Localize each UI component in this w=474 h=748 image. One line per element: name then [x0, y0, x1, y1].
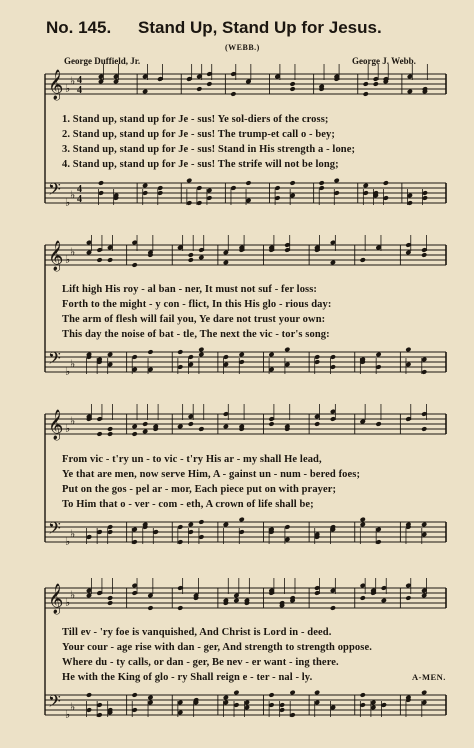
note-head — [186, 178, 192, 184]
note-head — [245, 180, 251, 186]
flat-icon: ♭ — [65, 536, 71, 548]
note-head — [363, 81, 369, 87]
note-head — [188, 522, 194, 528]
note-head — [107, 426, 113, 432]
hymn-title: Stand Up, Stand Up for Jesus. — [138, 18, 382, 37]
lyric-line: This day the noise of bat - tle, The next the vic - tor's song: — [62, 329, 330, 340]
flat-icon: ♭ — [70, 189, 76, 202]
note-head — [147, 695, 153, 701]
note-head — [360, 257, 366, 263]
note-head — [289, 690, 295, 696]
lyric-line: Forth to the might - y con - flict, In this His glo - rious day: — [62, 299, 332, 310]
note-head — [188, 252, 194, 258]
note-head — [198, 352, 204, 358]
note-head — [198, 347, 204, 353]
note-head — [107, 600, 113, 606]
note-head — [196, 86, 202, 92]
note-head — [421, 252, 427, 258]
hymn-number: No. 145. — [46, 18, 112, 37]
note-head — [375, 352, 381, 358]
flat-icon: ♭ — [65, 709, 71, 721]
note-head — [96, 431, 102, 437]
note-head — [421, 522, 427, 528]
flat-icon: ♭ — [65, 597, 71, 609]
note-head — [289, 180, 295, 186]
lyric-line: The arm of flesh will fail you, Ye dare not trust your own: — [62, 314, 326, 325]
treble-clef-icon: 𝄞 — [48, 410, 64, 440]
note-head — [131, 262, 137, 268]
composer-credit: George J. Webb. — [352, 56, 416, 66]
lyric-line: 1. Stand up, stand up for Je - sus! Ye sol-diers of the cross; — [62, 114, 329, 125]
flat-icon: ♭ — [70, 415, 76, 428]
note-head — [373, 81, 379, 87]
flat-icon: ♭ — [70, 701, 76, 714]
lyric-line: Lift high His roy - al ban - ner, It must not suf - fer loss: — [62, 284, 318, 295]
note-head — [239, 352, 245, 358]
note-head — [334, 178, 340, 184]
time-signature: 4 — [77, 75, 82, 86]
note-head — [289, 81, 295, 87]
note-head — [147, 605, 153, 611]
note-head — [107, 431, 113, 437]
note-head — [223, 695, 229, 701]
flat-icon: ♭ — [70, 589, 76, 602]
note-head — [96, 257, 102, 263]
treble-clef-icon: 𝄞 — [48, 70, 64, 100]
note-head — [363, 91, 369, 97]
flat-icon: ♭ — [65, 254, 71, 266]
time-signature: 4 — [77, 184, 82, 195]
tune-name: (WEBB.) — [225, 43, 260, 52]
flat-icon: ♭ — [65, 83, 71, 95]
note-head — [223, 260, 229, 266]
note-head — [107, 352, 113, 358]
note-head — [142, 183, 148, 189]
note-head — [330, 260, 336, 266]
note-head — [107, 595, 113, 601]
note-head — [131, 431, 137, 437]
lyric-line: Till ev - 'ry foe is vanquished, And Christ is Lord in - deed. — [62, 627, 332, 638]
note-head — [107, 257, 113, 263]
bass-clef-icon: 𝄢 — [48, 179, 61, 203]
flat-icon: ♭ — [70, 246, 76, 259]
lyric-line: Your cour - age rise with dan - ger, And strength to strength oppose. — [62, 642, 372, 653]
lyric-line: 3. Stand up, stand up for Je - sus! Stand in His strength a - lone; — [62, 144, 356, 155]
note-head — [206, 81, 212, 87]
note-head — [177, 349, 183, 355]
flat-icon: ♭ — [70, 75, 76, 88]
note-head — [223, 424, 229, 430]
note-head — [268, 352, 274, 358]
note-head — [421, 690, 427, 696]
note-head — [98, 180, 104, 186]
flat-icon: ♭ — [70, 528, 76, 541]
note-head — [86, 692, 92, 698]
note-head — [360, 692, 366, 698]
note-head — [330, 605, 336, 611]
flat-icon: ♭ — [65, 423, 71, 435]
lyric-line: He with the King of glo - ry Shall reign e - ter - nal - ly. — [62, 672, 313, 683]
note-head — [405, 347, 411, 353]
note-head — [233, 598, 239, 604]
treble-clef-icon: 𝄞 — [48, 584, 64, 614]
time-signature: 4 — [77, 194, 82, 205]
note-head — [177, 605, 183, 611]
note-head — [188, 257, 194, 263]
note-head — [381, 598, 387, 604]
note-head — [142, 89, 148, 95]
note-head — [131, 424, 137, 430]
note-head — [131, 692, 137, 698]
note-head — [142, 429, 148, 435]
note-head — [188, 421, 194, 427]
flat-icon: ♭ — [70, 358, 76, 371]
note-head — [407, 89, 413, 95]
lyric-line: Put on the gos - pel ar - mor, Each piece put on with prayer; — [62, 484, 337, 495]
note-head — [223, 522, 229, 528]
note-head — [421, 426, 427, 432]
bass-clef-icon: 𝄢 — [48, 518, 61, 542]
note-head — [147, 349, 153, 355]
flat-icon: ♭ — [65, 197, 71, 209]
lyric-line: 2. Stand up, stand up for Je - sus! The trump-et call o - bey; — [62, 129, 336, 140]
note-head — [198, 255, 204, 261]
treble-clef-icon: 𝄞 — [48, 241, 64, 271]
lyric-line: From vic - t'ry un - to vic - t'ry His ar - my shall He lead, — [62, 454, 322, 465]
note-head — [314, 421, 320, 427]
note-head — [233, 690, 239, 696]
lyric-line: To Him that o - ver - com - eth, A crown of life shall be; — [62, 499, 314, 510]
note-head — [363, 183, 369, 189]
flat-icon: ♭ — [65, 366, 71, 378]
note-head — [284, 347, 290, 353]
note-head — [375, 421, 381, 427]
note-head — [230, 91, 236, 97]
note-head — [142, 421, 148, 427]
note-head — [198, 519, 204, 525]
note-head — [198, 426, 204, 432]
bass-clef-icon: 𝄢 — [48, 348, 61, 372]
note-head — [314, 690, 320, 696]
time-signature: 4 — [77, 85, 82, 96]
note-head — [177, 424, 183, 430]
note-head — [360, 517, 366, 523]
amen-label: A-MEN. — [412, 672, 446, 682]
note-head — [318, 180, 324, 186]
note-head — [360, 595, 366, 601]
note-head — [289, 86, 295, 92]
note-head — [268, 421, 274, 427]
lyric-line: 4. Stand up, stand up for Je - sus! The strife will not be long; — [62, 159, 339, 170]
note-head — [383, 180, 389, 186]
bass-clef-icon: 𝄢 — [48, 691, 61, 715]
note-head — [268, 692, 274, 698]
lyric-line: Where du - ty calls, or dan - ger, Be nev - er want - ing there. — [62, 657, 339, 668]
lyricist-credit: George Duffield, Jr. — [64, 56, 141, 66]
note-head — [405, 595, 411, 601]
note-head — [239, 517, 245, 523]
note-head — [360, 522, 366, 528]
lyric-line: Ye that are men, now serve Him, A - gainst un - num - bered foes; — [62, 469, 361, 480]
